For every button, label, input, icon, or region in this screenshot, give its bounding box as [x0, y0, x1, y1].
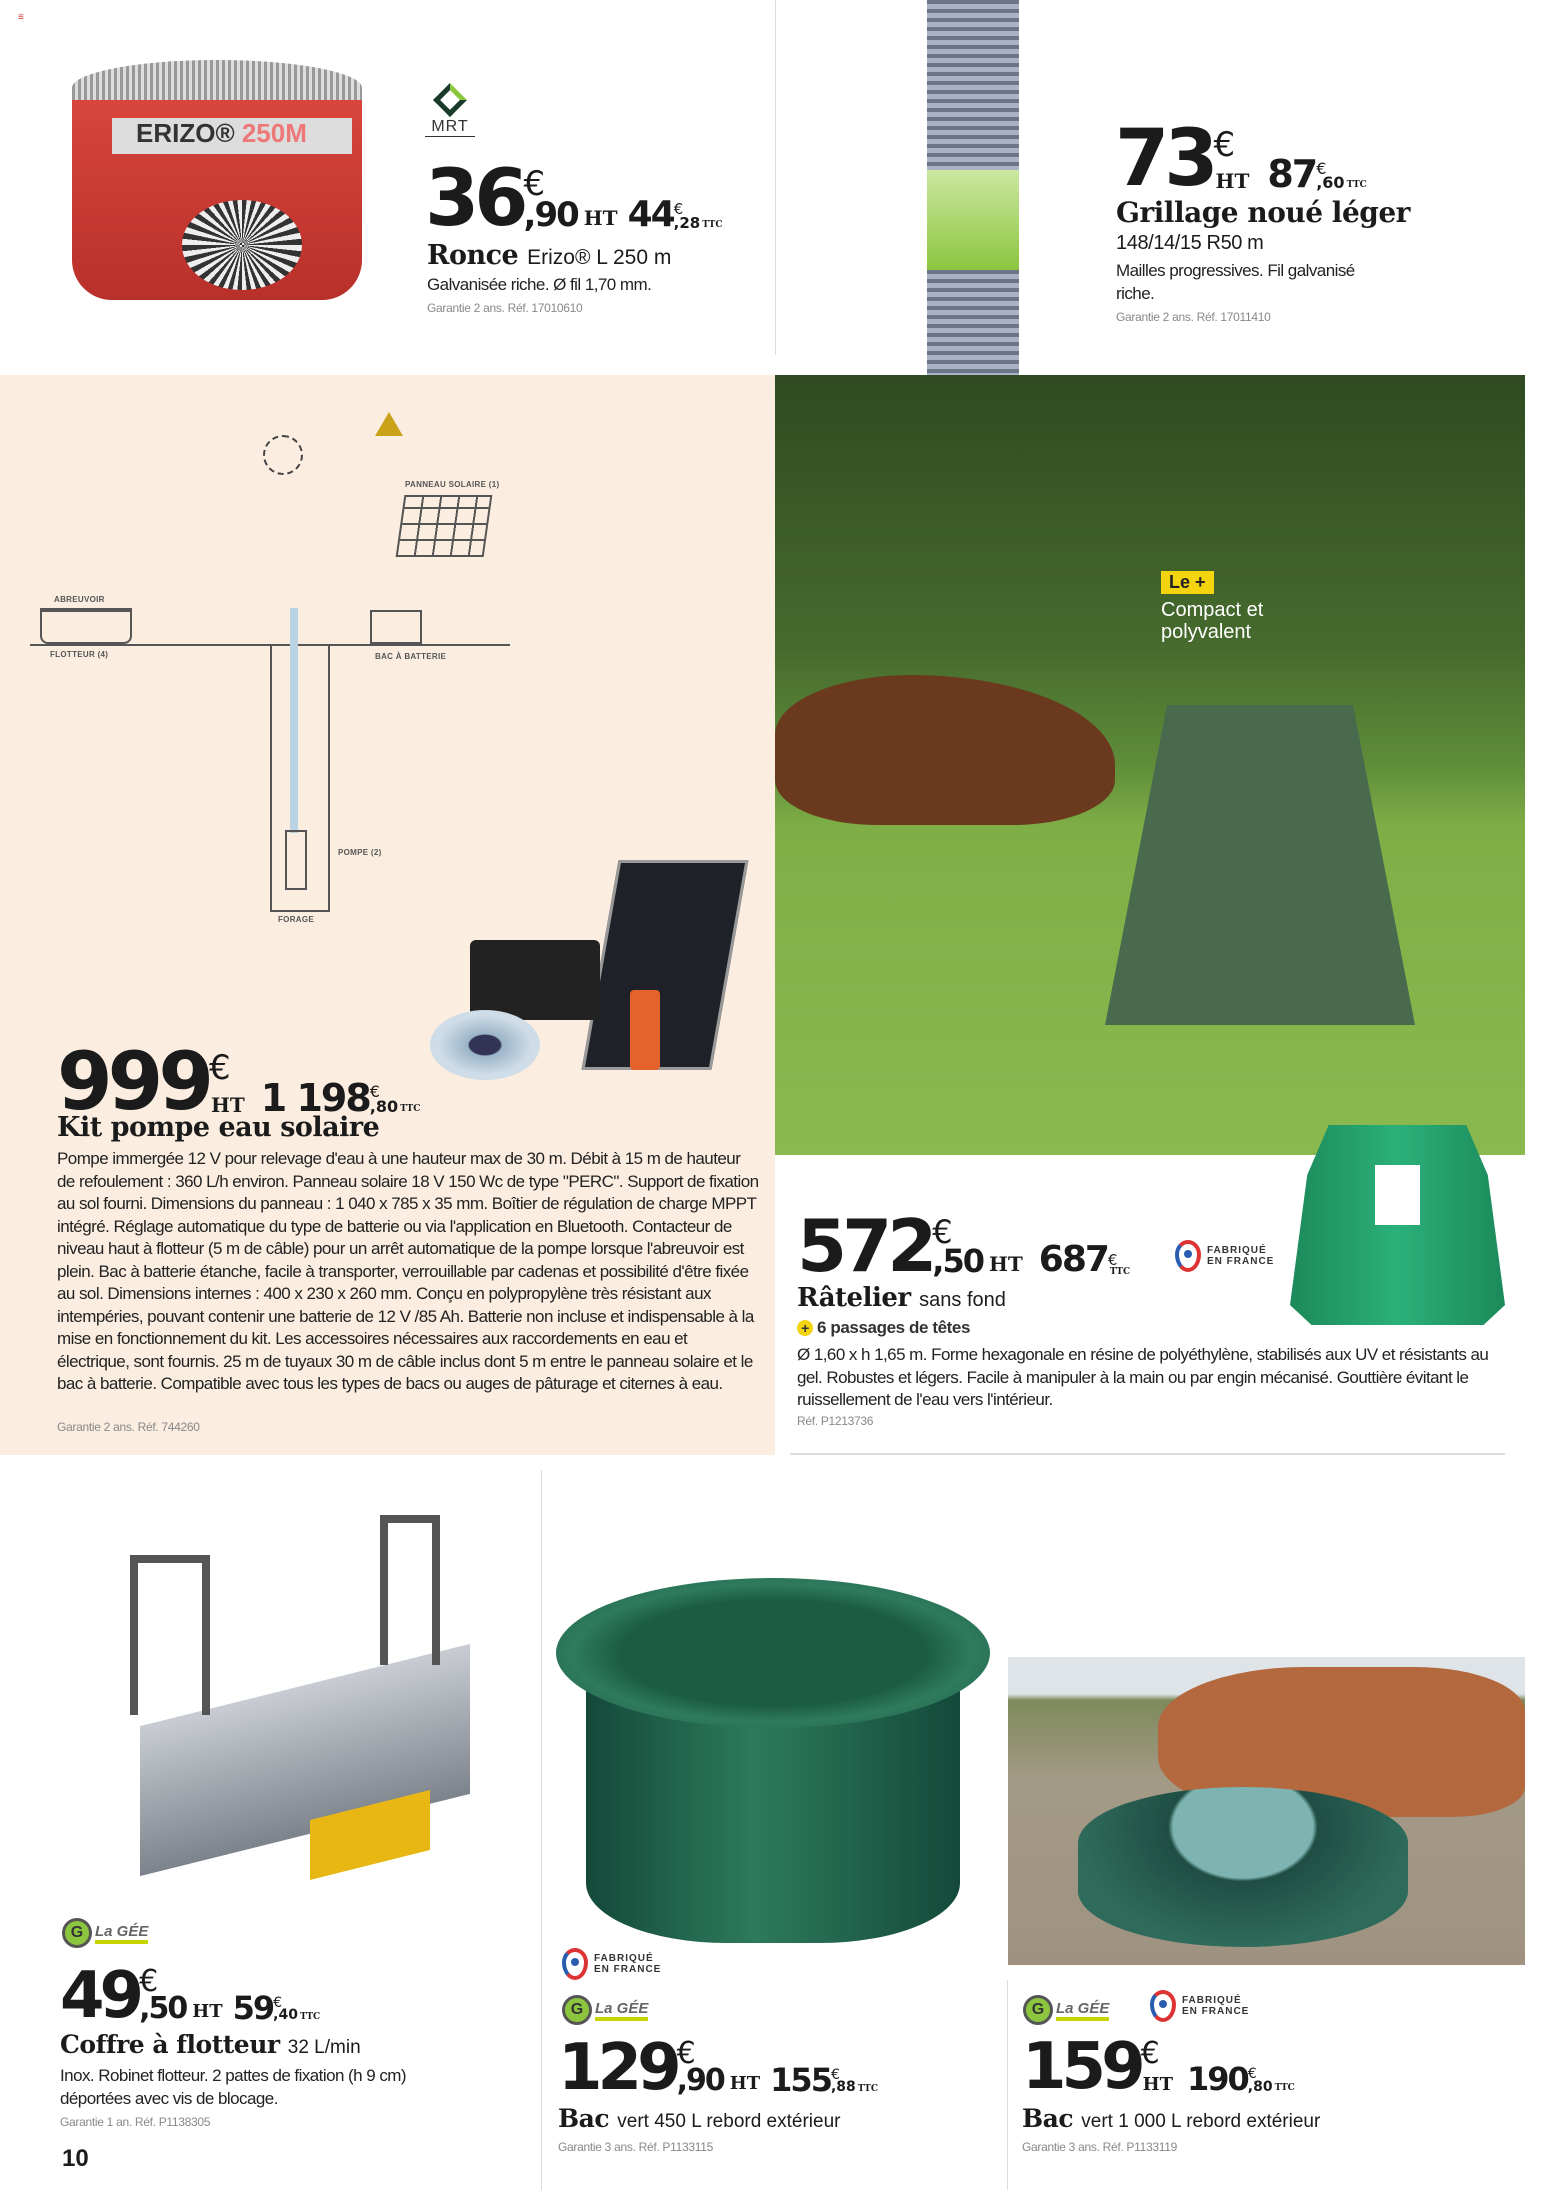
coffre-product-image	[60, 1515, 520, 1910]
solar-panel-drawing	[396, 495, 493, 557]
divider	[775, 0, 776, 355]
ratelier-photo	[775, 375, 1525, 1155]
legee-logo: G La GÉE	[562, 1995, 648, 2025]
ronce-product-image: ERIZO® 250M	[72, 40, 362, 310]
kit-product-image	[420, 860, 750, 1140]
pump-drawing	[285, 830, 307, 890]
fabrique-en-france-badge: FABRIQUÉ EN FRANCE	[1150, 1990, 1249, 2022]
bac450-title: Bac vert 450 L rebord extérieur	[558, 2104, 841, 2133]
grillage-price: 73 € HT 87 € ,60 TTC	[1115, 114, 1367, 204]
badge-le-plus: Le +	[1161, 571, 1214, 594]
coffre-ref: Garantie 1 an. Réf. P1138305	[60, 2115, 211, 2129]
coffre-title: Coffre à flotteur 32 L/min	[60, 2030, 361, 2059]
sun-icon	[263, 435, 303, 475]
bac450-product-image	[556, 1578, 990, 1945]
ratelier-desc: Ø 1,60 x h 1,65 m. Forme hexagonale en résine de polyéthylène, stabilisés aux UV et résistants au gel. Robustes et légers. Facile à manipuler à la main ou par engin mécanisé. Gouttière évitant le ruissellement de l'eau vers l'intérieur.	[797, 1345, 1489, 1409]
badge-text: Compact et polyvalent	[1161, 599, 1264, 643]
grillage-product-image	[927, 0, 1019, 400]
ratelier-title: Râtelier sans fond	[797, 1283, 1006, 1313]
grillage-ref: Garantie 2 ans. Réf. 17011410	[1116, 310, 1271, 324]
bac1000-title: Bac vert 1 000 L rebord extérieur	[1022, 2104, 1321, 2133]
divider	[790, 1453, 1505, 1455]
mrt-logo: MRT	[425, 88, 475, 137]
fabrique-en-france-badge: FABRIQUÉ EN FRANCE	[1175, 1240, 1274, 1272]
battery-box-drawing	[370, 610, 422, 644]
ronce-price: 36 € ,90 HT 44 € ,28 TTC	[425, 154, 723, 244]
divider	[541, 1470, 542, 2190]
ratelier-price: 572 € ,50 HT 687 € TTC	[797, 1204, 1131, 1288]
legee-logo: G La GÉE	[62, 1918, 148, 1948]
legee-logo: G La GÉE	[1023, 1995, 1109, 2025]
plus-icon: +	[797, 1320, 813, 1336]
coffre-desc: Inox. Robinet flotteur. 2 pattes de fixation (h 9 cm) déportées avec vis de blocage.	[60, 2066, 406, 2108]
grillage-subtitle: 148/14/15 R50 m	[1116, 232, 1264, 254]
trough-drawing	[40, 608, 132, 644]
kit-ref: Garantie 2 ans. Réf. 744260	[57, 1420, 200, 1434]
ronce-ref: Garantie 2 ans. Réf. 17010610	[427, 301, 583, 315]
bac1000-ref: Garantie 3 ans. Réf. P1133119	[1022, 2140, 1177, 2154]
divider	[1007, 1980, 1008, 2190]
warning-icon	[375, 412, 403, 436]
ratelier-ref: Réf. P1213736	[797, 1414, 874, 1428]
kit-price: 999 € HT 1 198 € ,80 TTC	[57, 1035, 421, 1128]
page-number: 10	[62, 2145, 89, 2172]
ronce-desc: Galvanisée riche. Ø fil 1,70 mm.	[427, 275, 652, 294]
grillage-title: Grillage noué léger	[1116, 196, 1410, 229]
bac450-price: 129 € ,90 HT 155 € ,88 TTC	[558, 2030, 879, 2105]
horse-shape	[775, 675, 1115, 825]
corner-mark: ≡	[18, 12, 24, 23]
ratelier-plus: + 6 passages de têtes	[797, 1318, 970, 1338]
hay-rack-shape	[1105, 705, 1415, 1025]
coffre-price: 49 € ,50 HT 59 € ,40 TTC	[60, 1958, 321, 2033]
bac1000-price: 159 € HT 190 € ,80 TTC	[1022, 2030, 1295, 2104]
pump-diagram: PANNEAU SOLAIRE (1) ABREUVOIR FLOTTEUR (4) BAC À BATTERIE POMPE (2) FORAGE	[20, 400, 640, 940]
bac1000-photo	[1008, 1657, 1525, 1965]
hedgehog-icon	[182, 200, 302, 290]
grillage-desc: Mailles progressives. Fil galvanisé riche.	[1116, 261, 1355, 303]
kit-title: Kit pompe eau solaire	[57, 1112, 380, 1143]
fabrique-en-france-badge: FABRIQUÉ EN FRANCE	[562, 1948, 661, 1980]
ronce-title: Ronce Erizo® L 250 m	[427, 240, 672, 271]
bac450-ref: Garantie 3 ans. Réf. P1133115	[558, 2140, 713, 2154]
ratelier-product-image	[1290, 1125, 1505, 1325]
kit-desc: Pompe immergée 12 V pour relevage d'eau à une hauteur max de 30 m. Débit à 15 m de hauteur de refoulement : 360 L/h environ. Panneau solaire 18 V 150 Wc de type "PERC". Support de fixation au sol fourni. Dimensions du panneau : 1 040 x 785 x 35 mm. Boîtier de régulation de charge MPPT intégré. Réglage automatique du type de batterie ou via l'application en Bluetooth. Contacteur de niveau haut à flotteur (5 m de câble) pour un arrêt automatique de la pompe lorsque l'abreuvoir est plein. Bac à batterie étanche, facile à transporter, verrouillable par cadenas et possibilité d'être fixée au sol. Dimensions internes : 400 x 230 x 260 mm. Conçu en polypropylène très résistant aux intempéries, pouvant contenir une batterie de 12 V /85 Ah. Batterie non incluse et indispensable à la mise en fonctionnement du kit. Les accessoires nécessaires aux raccordements en eau et électrique, sont fournis. 25 m de tuyaux 30 m de câble inclus dont 5 m entre le panneau solaire et le bac à batterie. Compatible avec tous les types de bacs ou auges de pâturage et citernes à eau.	[57, 1149, 759, 1393]
